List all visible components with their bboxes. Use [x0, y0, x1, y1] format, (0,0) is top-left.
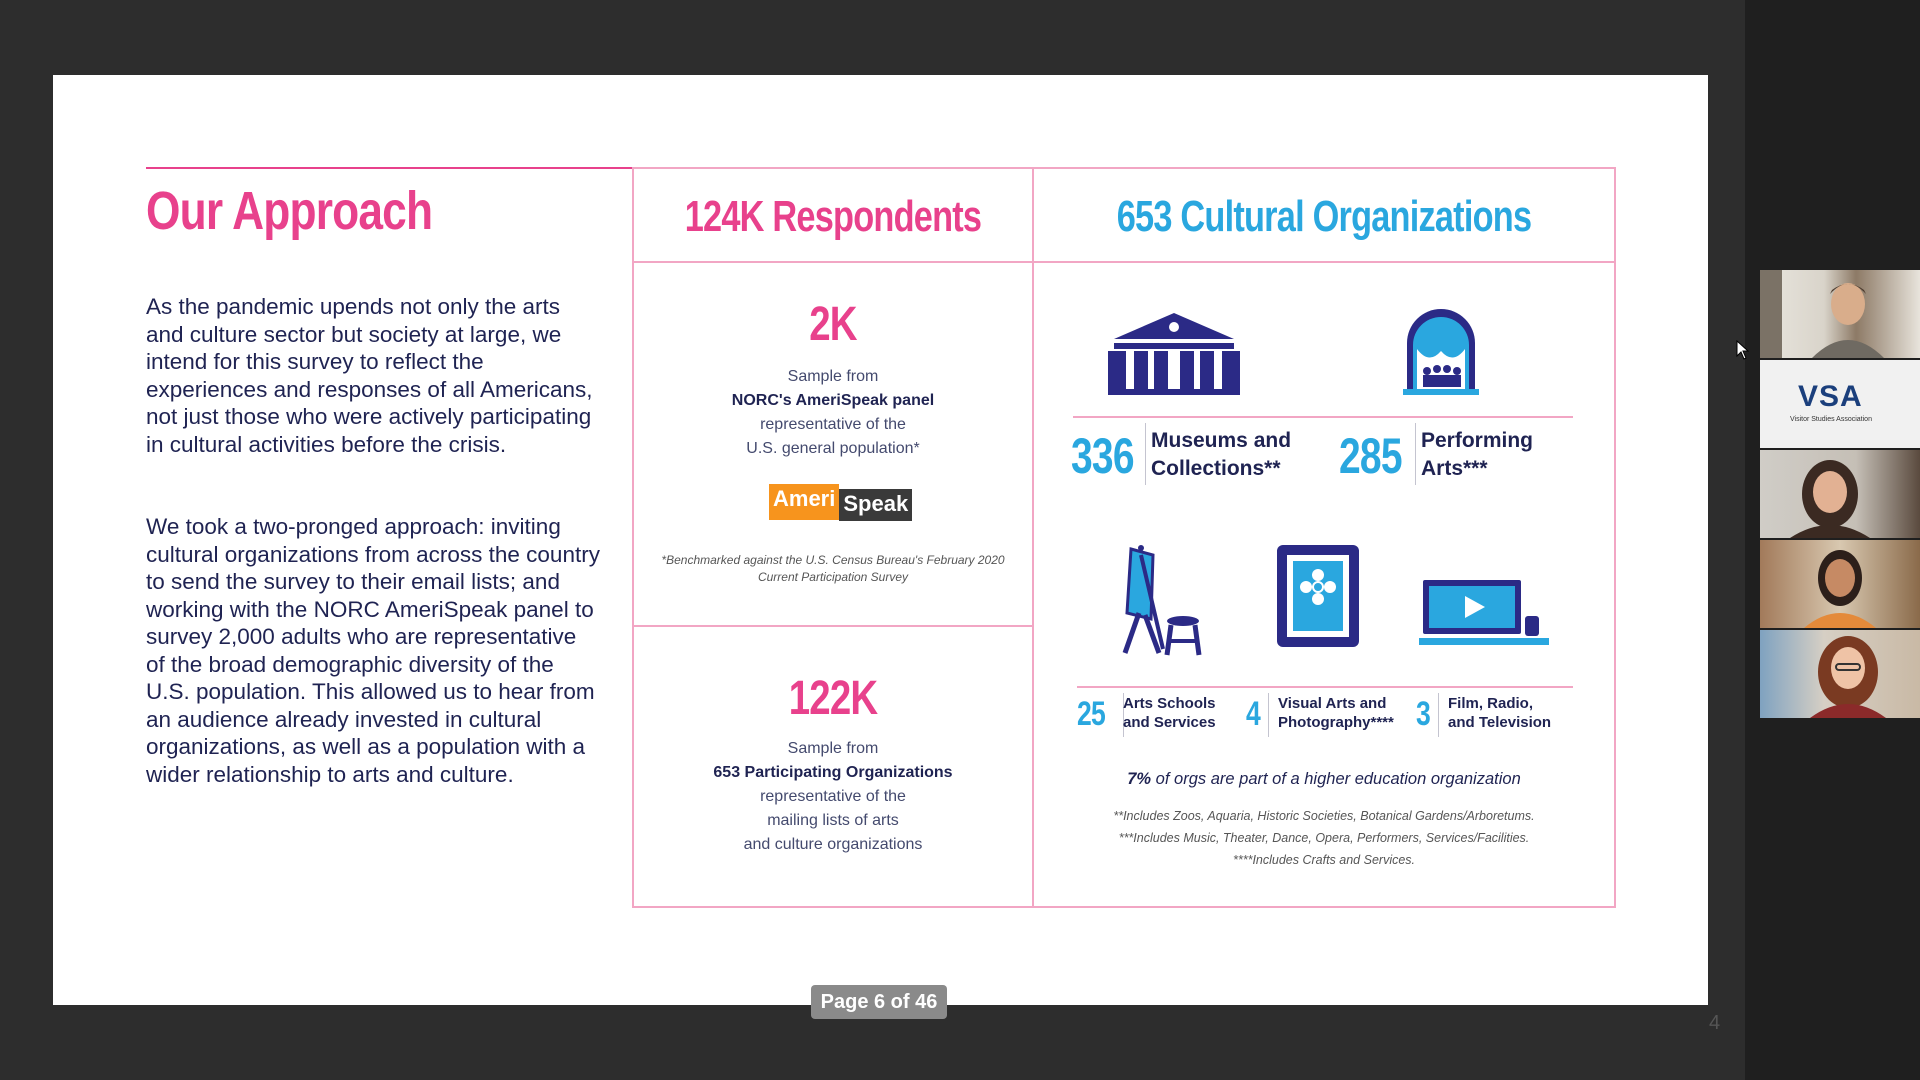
vsa-logo: VSA — [1798, 380, 1863, 413]
person-avatar — [1760, 270, 1920, 358]
museums-count: 336 — [1071, 428, 1134, 484]
higher-ed-line: 7% of orgs are part of a higher education organization — [1127, 770, 1521, 788]
amerispeak-logo: Ameri Speak — [769, 484, 912, 520]
approach-paragraph-2: We took a two-pronged approach: inviting cultural organizations from across the country to send the survey to their email lists; and working with the NORC AmeriSpeak panel to survey 2,000 adults who are representative of the broad demographic diversity of the U.S. population. This allowed us to hear from an audience already invested in cultural organizations, as well as a population with a wider relationship to arts and culture. — [146, 514, 600, 787]
easel-icon — [1115, 545, 1203, 657]
monitor-play-icon — [1419, 580, 1549, 650]
orgs-divider-1 — [1073, 416, 1573, 418]
sample2-number: 122K — [788, 672, 878, 725]
visual-arts-count: 4 — [1246, 695, 1260, 733]
orgs-footnotes: **Includes Zoos, Aquaria, Historic Societies, Botanical Gardens/Arboretums. ***Includes Music, Theater, Dance, Opera, Performers, Services/Facilities. ****Includes Crafts and Services. — [1113, 809, 1535, 867]
person-avatar — [1760, 630, 1920, 718]
visual-arts-label: Visual Arts and Photography**** — [1278, 695, 1394, 731]
film-count: 3 — [1416, 695, 1430, 733]
approach-paragraph-1: As the pandemic upends not only the arts and culture sector but society at large, we intend for this survey to reflect the experiences and responses of all Americans, not just those who were actively participating in cultural activities before the crisis. — [146, 294, 593, 457]
participant-video-tile-3[interactable] — [1760, 450, 1920, 538]
museums-label: Museums and Collections** — [1151, 429, 1292, 480]
slide-number: 4 — [1709, 1012, 1721, 1034]
participant-video-tile-2[interactable] — [1760, 360, 1920, 448]
slide-title: Our Approach — [146, 181, 433, 241]
sample2-description: Sample from 653 Participating Organizations representative of the mailing lists of arts and culture organizations — [713, 740, 953, 853]
page-indicator: Page 6 of 46 — [811, 985, 947, 1019]
performing-count: 285 — [1339, 428, 1402, 484]
framed-art-icon — [1275, 543, 1361, 649]
mouse-cursor-icon — [1736, 340, 1750, 360]
sample1-description: Sample from NORC's AmeriSpeak panel representative of the U.S. general population* — [731, 368, 935, 457]
respondents-title: 124K Respondents — [684, 192, 982, 241]
sample1-number: 2K — [809, 298, 857, 351]
participant-video-tile-4[interactable] — [1760, 540, 1920, 628]
person-avatar — [1760, 450, 1920, 538]
arts-schools-count: 25 — [1077, 695, 1105, 733]
arts-schools-label: Arts Schools and Services — [1123, 695, 1216, 731]
participant-video-tile-1[interactable] — [1760, 270, 1920, 358]
theater-stage-icon — [1403, 305, 1479, 395]
person-avatar — [1760, 540, 1920, 628]
orgs-divider-2 — [1077, 686, 1573, 688]
vsa-logo-subtitle: Visitor Studies Association — [1790, 416, 1872, 423]
sample1-footnote: *Benchmarked against the U.S. Census Bureau's February 2020 Current Participation Survey — [661, 553, 1005, 584]
museum-icon — [1108, 313, 1240, 395]
film-label: Film, Radio, and Television — [1448, 695, 1552, 731]
orgs-title: 653 Cultural Organizations — [1116, 192, 1532, 241]
presentation-slide — [53, 75, 1721, 1034]
performing-label: Performing Arts*** — [1421, 429, 1534, 480]
participant-video-tile-5[interactable] — [1760, 630, 1920, 718]
